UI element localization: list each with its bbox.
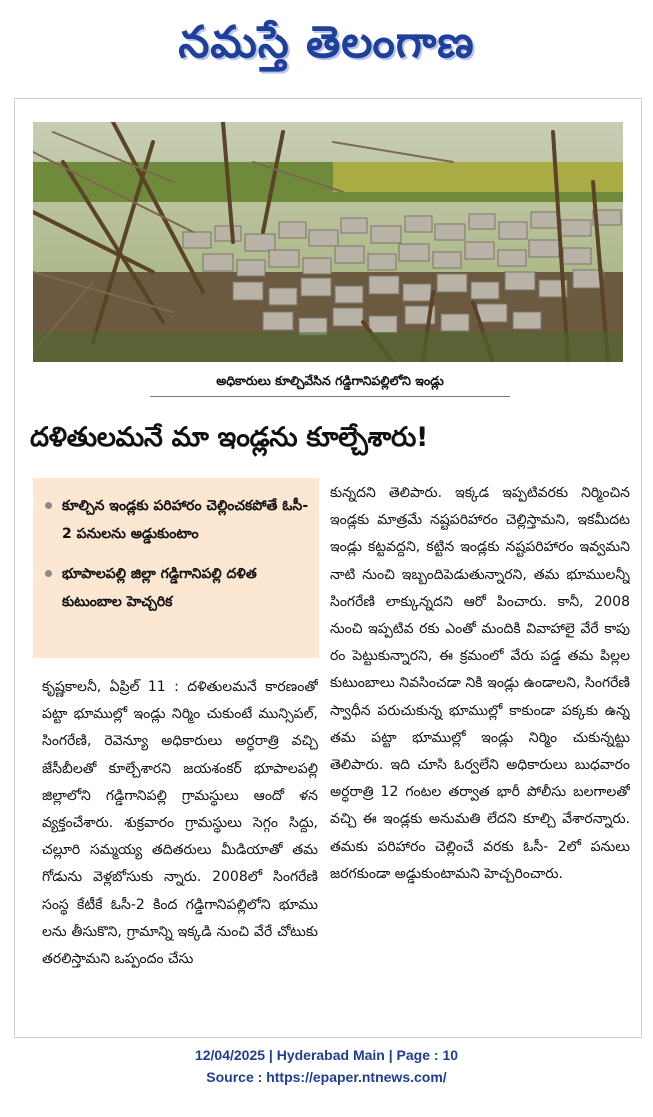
bullet-dot-icon — [45, 570, 52, 577]
highlight-text: భూపాలపల్లి జిల్లా గడ్డిగానిపల్లి దళిత కుటుంబాల హెచ్చరిక — [62, 566, 257, 610]
bullet-dot-icon — [45, 502, 52, 509]
article-photo — [33, 122, 623, 362]
highlight-item — [45, 492, 309, 548]
article-body-right-column: కున్నదని తెలిపారు. ఇక్కడ ఇప్పటివరకు నిర్మించిన ఇండ్లకు మాత్రమే నష్టపరిహారం చెల్లిస్తామని, ఇకమీదట ఇండ్లు కట్టవద్దని, కట్టిన ఇండ్లకు నష్టపరిహారం ఇవ్వమని నాటి నుంచి ఇబ్బందిపెడుతున్నారని, తమ భూములన్నీ సింగరేణి లాక్కున్నదని ఆరో పించారు. కానీ, 2008 నుంచి ఇప్పటివ రకు ఎంతో మందికి వివాహాలై వేరే కాపు రం పెట్టుకున్నారని, ఈ క్రమంలో వేరు పడ్డ తమ పిల్లల కుటుంబాలు నివసించడా నికి ఇండ్లు ఉండాలని, సింగరేణి స్వాధీన పరుచుకున్న భూముల్లో కాకుండా పక్కకు ఉన్న తమ పట్టా భూముల్లో ఇండ్లు నిర్మిం చుకున్నట్టు తెలిపారు. ఇది చూసి ఓర్వలేని అధికారులు బుధవారం అర్ధరాత్రి 12 గంటల తర్వాత భారీ పోలీసు బలగాలతో వచ్చి ఈ ఇండ్లకు అనుమతి లేదని కూల్చి వేశారన్నారు. తమకు పరిహారం చెల్లించే వరకు ఓసీ- 2లో పనులు జరగకుండా అడ్డుకుంటామని హెచ్చరించారు. — [330, 485, 630, 882]
demolished-houses-image — [33, 122, 623, 362]
highlights-box — [33, 478, 319, 658]
edition-info: 12/04/2025 | Hyderabad Main | Page : 10 — [194, 1047, 459, 1063]
source-link[interactable]: Source : https://epaper.ntnews.com/ — [206, 1069, 447, 1085]
newspaper-masthead — [0, 8, 653, 80]
masthead-logo-text: నమస్తే తెలంగాణ — [178, 17, 475, 68]
highlight-text: కూల్చిన ఇండ్లకు పరిహారం చెల్లించకపోతే ఓసీ- 2 పనులను అడ్డుకుంటాం — [62, 498, 309, 542]
photo-caption: అధికారులు కూల్చివేసిన గడ్డిగానిపల్లిలోని ఇండ్లు — [150, 366, 510, 397]
highlight-item — [45, 560, 309, 616]
article-headline: దళితులమనే మా ఇండ్లను కూల్చేశారు! — [30, 422, 429, 453]
page-footer — [0, 1044, 653, 1104]
article-body-left-column: కృష్ణకాలనీ, ఏప్రిల్ 11 : దళితులమనే కారణంతో పట్టా భూముల్లో ఇండ్లు నిర్మిం చుకుంటే మున్సిపల్, సింగరేణి, రెవెన్యూ అధికారులు అర్ధరాత్రి వచ్చి జేసీబీలతో కూల్చేశారని జయశంకర్ భూపాలపల్లి జిల్లాలోని గడ్డిగానిపల్లి గ్రామస్థులు ఆందో ళన వ్యక్తంచేశారు. శుక్రవారం గ్రామస్థులు సెగ్గం సిద్దు, చల్లూరి సమ్మయ్య తదితరులు మీడియాతో తమ గోడును వెళ్లబోసుకు న్నారు. 2008లో సింగరేణి సంస్థ కేటీకే ఓసీ-2 కింద గడ్డిగానిపల్లిలోని భూము లను తీసుకొని, గ్రామాన్ని ఇక్కడి నుంచి వేరే చోటుకు తరలిస్తామని ఒప్పందం చేసు — [42, 679, 318, 968]
